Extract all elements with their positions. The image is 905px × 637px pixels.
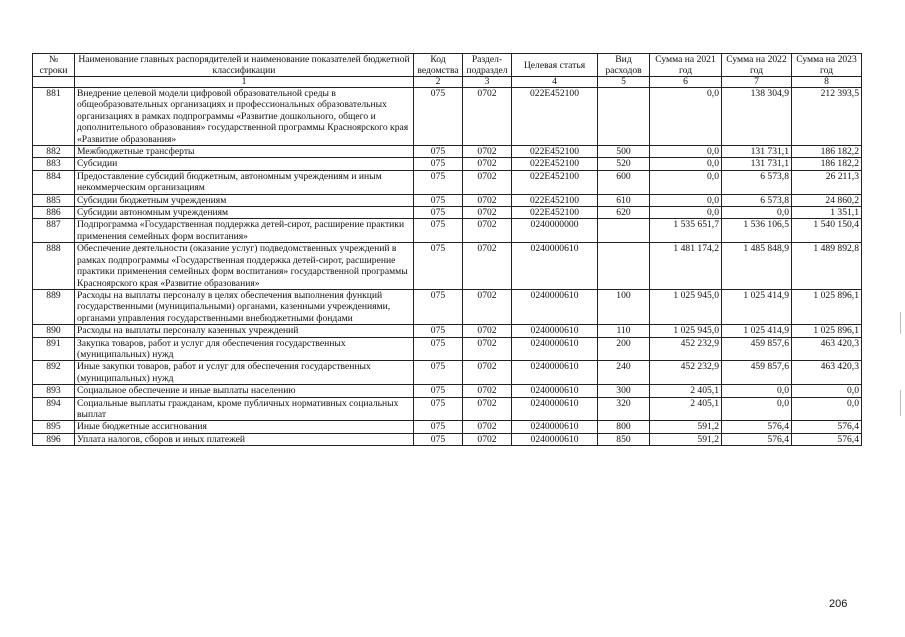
cell-name: Социальные выплаты гражданам, кроме публичных нормативных социальных выплат: [75, 397, 414, 421]
cell-sum-2022: 459 857,6: [722, 337, 792, 361]
cell-department-code: 075: [414, 158, 463, 170]
cell-department-code: 075: [414, 433, 463, 445]
cell-expense-type: 800: [598, 421, 650, 433]
table-row: [33, 146, 862, 158]
cell-name: Субсидии бюджетным учреждениям: [75, 194, 414, 206]
cell-section: 0702: [463, 219, 512, 243]
cell-row-number: 882: [33, 146, 75, 158]
cell-sum-2021: 591,2: [650, 421, 722, 433]
cell-row-number: 886: [33, 207, 75, 219]
cell-sum-2022: 576,4: [722, 421, 792, 433]
cell-sum-2022: 576,4: [722, 433, 792, 445]
cell-department-code: 075: [414, 361, 463, 385]
cell-sum-2023: 0,0: [792, 397, 862, 421]
header-name: Наименование главных распорядителей и наименование показателей бюджетной классификации: [75, 54, 414, 77]
cell-sum-2021: 1 025 945,0: [650, 325, 722, 337]
cell-target-article: 0240000610: [512, 337, 598, 361]
cell-sum-2022: 1 485 848,9: [722, 243, 792, 290]
column-number: 7: [722, 77, 792, 88]
cell-expense-type: 500: [598, 146, 650, 158]
cell-sum-2022: 1 536 106,5: [722, 219, 792, 243]
budget-table: [32, 53, 862, 446]
scan-artifact: [900, 312, 901, 334]
page-number: 206: [829, 598, 848, 610]
cell-section: 0702: [463, 337, 512, 361]
cell-row-number: 883: [33, 158, 75, 170]
cell-expense-type: 200: [598, 337, 650, 361]
cell-sum-2022: 0,0: [722, 385, 792, 397]
cell-department-code: 075: [414, 289, 463, 324]
cell-sum-2021: 1 535 651,7: [650, 219, 722, 243]
cell-target-article: 0240000610: [512, 243, 598, 290]
column-number: 2: [414, 77, 463, 88]
cell-target-article: 0240000610: [512, 433, 598, 445]
cell-section: 0702: [463, 170, 512, 194]
cell-name: Расходы на выплаты персоналу в целях обеспечения выполнения функций государственными (муниципальными) органами, казенными учреждениями, органами управления государственными внебюджетными фондами: [75, 289, 414, 324]
cell-expense-type: [598, 88, 650, 146]
cell-expense-type: 240: [598, 361, 650, 385]
cell-name: Иные закупки товаров, работ и услуг для обеспечения государственных (муниципальных) нужд: [75, 361, 414, 385]
cell-row-number: 893: [33, 385, 75, 397]
table-row: [33, 325, 862, 337]
cell-department-code: 075: [414, 385, 463, 397]
column-number: [33, 77, 75, 88]
column-number: 8: [792, 77, 862, 88]
cell-sum-2022: 131 731,1: [722, 158, 792, 170]
cell-sum-2023: 1 351,1: [792, 207, 862, 219]
cell-department-code: 075: [414, 337, 463, 361]
cell-sum-2023: 1 540 150,4: [792, 219, 862, 243]
cell-target-article: 022E452100: [512, 194, 598, 206]
cell-section: 0702: [463, 146, 512, 158]
header-row-number: № строки: [33, 54, 75, 77]
cell-section: 0702: [463, 207, 512, 219]
cell-target-article: 022E452100: [512, 170, 598, 194]
cell-name: Социальное обеспечение и иные выплаты населению: [75, 385, 414, 397]
cell-sum-2023: 186 182,2: [792, 146, 862, 158]
cell-sum-2021: 2 405,1: [650, 397, 722, 421]
cell-sum-2023: 26 211,3: [792, 170, 862, 194]
cell-sum-2023: 186 182,2: [792, 158, 862, 170]
cell-section: 0702: [463, 397, 512, 421]
table-body: [33, 88, 862, 446]
table-row: [33, 433, 862, 445]
cell-department-code: 075: [414, 243, 463, 290]
cell-sum-2021: 0,0: [650, 88, 722, 146]
cell-sum-2023: 0,0: [792, 385, 862, 397]
cell-target-article: 0240000610: [512, 325, 598, 337]
cell-expense-type: 620: [598, 207, 650, 219]
header-target-article: Целевая статья: [512, 54, 598, 77]
cell-sum-2023: 1 489 892,8: [792, 243, 862, 290]
cell-row-number: 892: [33, 361, 75, 385]
column-number: 4: [512, 77, 598, 88]
cell-target-article: 0240000000: [512, 219, 598, 243]
cell-sum-2021: 0,0: [650, 170, 722, 194]
cell-row-number: 890: [33, 325, 75, 337]
cell-sum-2021: 0,0: [650, 158, 722, 170]
cell-sum-2023: 1 025 896,1: [792, 289, 862, 324]
table-row: [33, 207, 862, 219]
cell-target-article: 0240000610: [512, 289, 598, 324]
cell-section: 0702: [463, 289, 512, 324]
cell-sum-2021: 1 481 174,2: [650, 243, 722, 290]
cell-expense-type: 600: [598, 170, 650, 194]
cell-department-code: 075: [414, 146, 463, 158]
column-number: 1: [75, 77, 414, 88]
table-row: [33, 219, 862, 243]
header-sum-2023: Сумма на 2023 год: [792, 54, 862, 77]
cell-name: Обеспечение деятельности (оказание услуг) подведомственных учреждений в рамках подпрограммы «Государственная поддержка детей-сирот, расширение практики применения семейных форм воспитания» государственной программы Красноярского края «Развитие образования»: [75, 243, 414, 290]
table-row: [33, 88, 862, 146]
cell-sum-2021: 452 232,9: [650, 361, 722, 385]
table-row: [33, 361, 862, 385]
cell-sum-2022: 6 573,8: [722, 170, 792, 194]
cell-sum-2023: 576,4: [792, 433, 862, 445]
cell-expense-type: 300: [598, 385, 650, 397]
cell-row-number: 887: [33, 219, 75, 243]
cell-section: 0702: [463, 88, 512, 146]
table-row: [33, 421, 862, 433]
cell-department-code: 075: [414, 194, 463, 206]
cell-name: Субсидии автономным учреждениям: [75, 207, 414, 219]
cell-row-number: 888: [33, 243, 75, 290]
cell-section: 0702: [463, 433, 512, 445]
cell-section: 0702: [463, 361, 512, 385]
cell-sum-2022: 459 857,6: [722, 361, 792, 385]
cell-department-code: 075: [414, 421, 463, 433]
cell-name: Подпрограмма «Государственная поддержка детей-сирот, расширение практики применения семейных форм воспитания»: [75, 219, 414, 243]
cell-sum-2023: 212 393,5: [792, 88, 862, 146]
cell-row-number: 884: [33, 170, 75, 194]
cell-sum-2022: 131 731,1: [722, 146, 792, 158]
cell-section: 0702: [463, 243, 512, 290]
scan-artifact: [900, 390, 901, 416]
cell-target-article: 0240000610: [512, 421, 598, 433]
cell-sum-2021: 591,2: [650, 433, 722, 445]
cell-name: Расходы на выплаты персоналу казенных учреждений: [75, 325, 414, 337]
table-row: [33, 194, 862, 206]
cell-expense-type: 100: [598, 289, 650, 324]
table-row: [33, 397, 862, 421]
cell-department-code: 075: [414, 207, 463, 219]
table-row: [33, 158, 862, 170]
column-number: 6: [650, 77, 722, 88]
header-row: [33, 54, 862, 77]
cell-name: Иные бюджетные ассигнования: [75, 421, 414, 433]
cell-target-article: 022E452100: [512, 207, 598, 219]
cell-row-number: 896: [33, 433, 75, 445]
cell-section: 0702: [463, 158, 512, 170]
column-number: 3: [463, 77, 512, 88]
cell-name: Закупка товаров, работ и услуг для обеспечения государственных (муниципальных) нужд: [75, 337, 414, 361]
cell-expense-type: 110: [598, 325, 650, 337]
table-row: [33, 243, 862, 290]
table-row: [33, 289, 862, 324]
cell-sum-2022: 6 573,8: [722, 194, 792, 206]
cell-section: 0702: [463, 385, 512, 397]
cell-row-number: 885: [33, 194, 75, 206]
cell-name: Предоставление субсидий бюджетным, автономным учреждениям и иным некоммерческим организациям: [75, 170, 414, 194]
cell-row-number: 881: [33, 88, 75, 146]
cell-target-article: 0240000610: [512, 397, 598, 421]
cell-sum-2021: 0,0: [650, 194, 722, 206]
cell-sum-2023: 463 420,3: [792, 337, 862, 361]
header-sum-2021: Сумма на 2021 год: [650, 54, 722, 77]
header-expense-type: Вид расходов: [598, 54, 650, 77]
header-sum-2022: Сумма на 2022 год: [722, 54, 792, 77]
cell-target-article: 022E452100: [512, 158, 598, 170]
cell-target-article: 0240000610: [512, 361, 598, 385]
cell-sum-2023: 1 025 896,1: [792, 325, 862, 337]
cell-sum-2021: 452 232,9: [650, 337, 722, 361]
header-section: Раздел-подраздел: [463, 54, 512, 77]
cell-expense-type: 850: [598, 433, 650, 445]
column-number: 5: [598, 77, 650, 88]
cell-sum-2022: 138 304,9: [722, 88, 792, 146]
cell-sum-2021: 1 025 945,0: [650, 289, 722, 324]
cell-expense-type: [598, 219, 650, 243]
cell-section: 0702: [463, 421, 512, 433]
cell-department-code: 075: [414, 325, 463, 337]
cell-row-number: 891: [33, 337, 75, 361]
table-row: [33, 170, 862, 194]
cell-expense-type: [598, 243, 650, 290]
cell-row-number: 894: [33, 397, 75, 421]
cell-sum-2023: 576,4: [792, 421, 862, 433]
cell-section: 0702: [463, 325, 512, 337]
cell-sum-2022: 0,0: [722, 397, 792, 421]
cell-target-article: 0240000610: [512, 385, 598, 397]
cell-sum-2022: 0,0: [722, 207, 792, 219]
cell-row-number: 895: [33, 421, 75, 433]
cell-sum-2021: 0,0: [650, 207, 722, 219]
cell-expense-type: 520: [598, 158, 650, 170]
cell-expense-type: 320: [598, 397, 650, 421]
cell-target-article: 022E452100: [512, 146, 598, 158]
table-row: [33, 337, 862, 361]
cell-name: Внедрение целевой модели цифровой образовательной среды в общеобразовательных организациях и профессиональных образовательных организациях в рамках подпрограммы «Развитие дошкольного, общего и дополнительного образования» государственной программы Красноярского края «Развитие образования»: [75, 88, 414, 146]
cell-sum-2021: 0,0: [650, 146, 722, 158]
cell-expense-type: 610: [598, 194, 650, 206]
cell-sum-2023: 24 860,2: [792, 194, 862, 206]
cell-department-code: 075: [414, 397, 463, 421]
cell-department-code: 075: [414, 88, 463, 146]
cell-sum-2023: 463 420,3: [792, 361, 862, 385]
cell-target-article: 022E452100: [512, 88, 598, 146]
table-row: [33, 385, 862, 397]
cell-department-code: 075: [414, 219, 463, 243]
cell-sum-2022: 1 025 414,9: [722, 325, 792, 337]
header-department-code: Код ведомства: [414, 54, 463, 77]
column-number-row: [33, 77, 862, 88]
cell-name: Уплата налогов, сборов и иных платежей: [75, 433, 414, 445]
cell-department-code: 075: [414, 170, 463, 194]
cell-section: 0702: [463, 194, 512, 206]
cell-sum-2021: 2 405,1: [650, 385, 722, 397]
cell-name: Межбюджетные трансферты: [75, 146, 414, 158]
cell-name: Субсидии: [75, 158, 414, 170]
cell-sum-2022: 1 025 414,9: [722, 289, 792, 324]
cell-row-number: 889: [33, 289, 75, 324]
